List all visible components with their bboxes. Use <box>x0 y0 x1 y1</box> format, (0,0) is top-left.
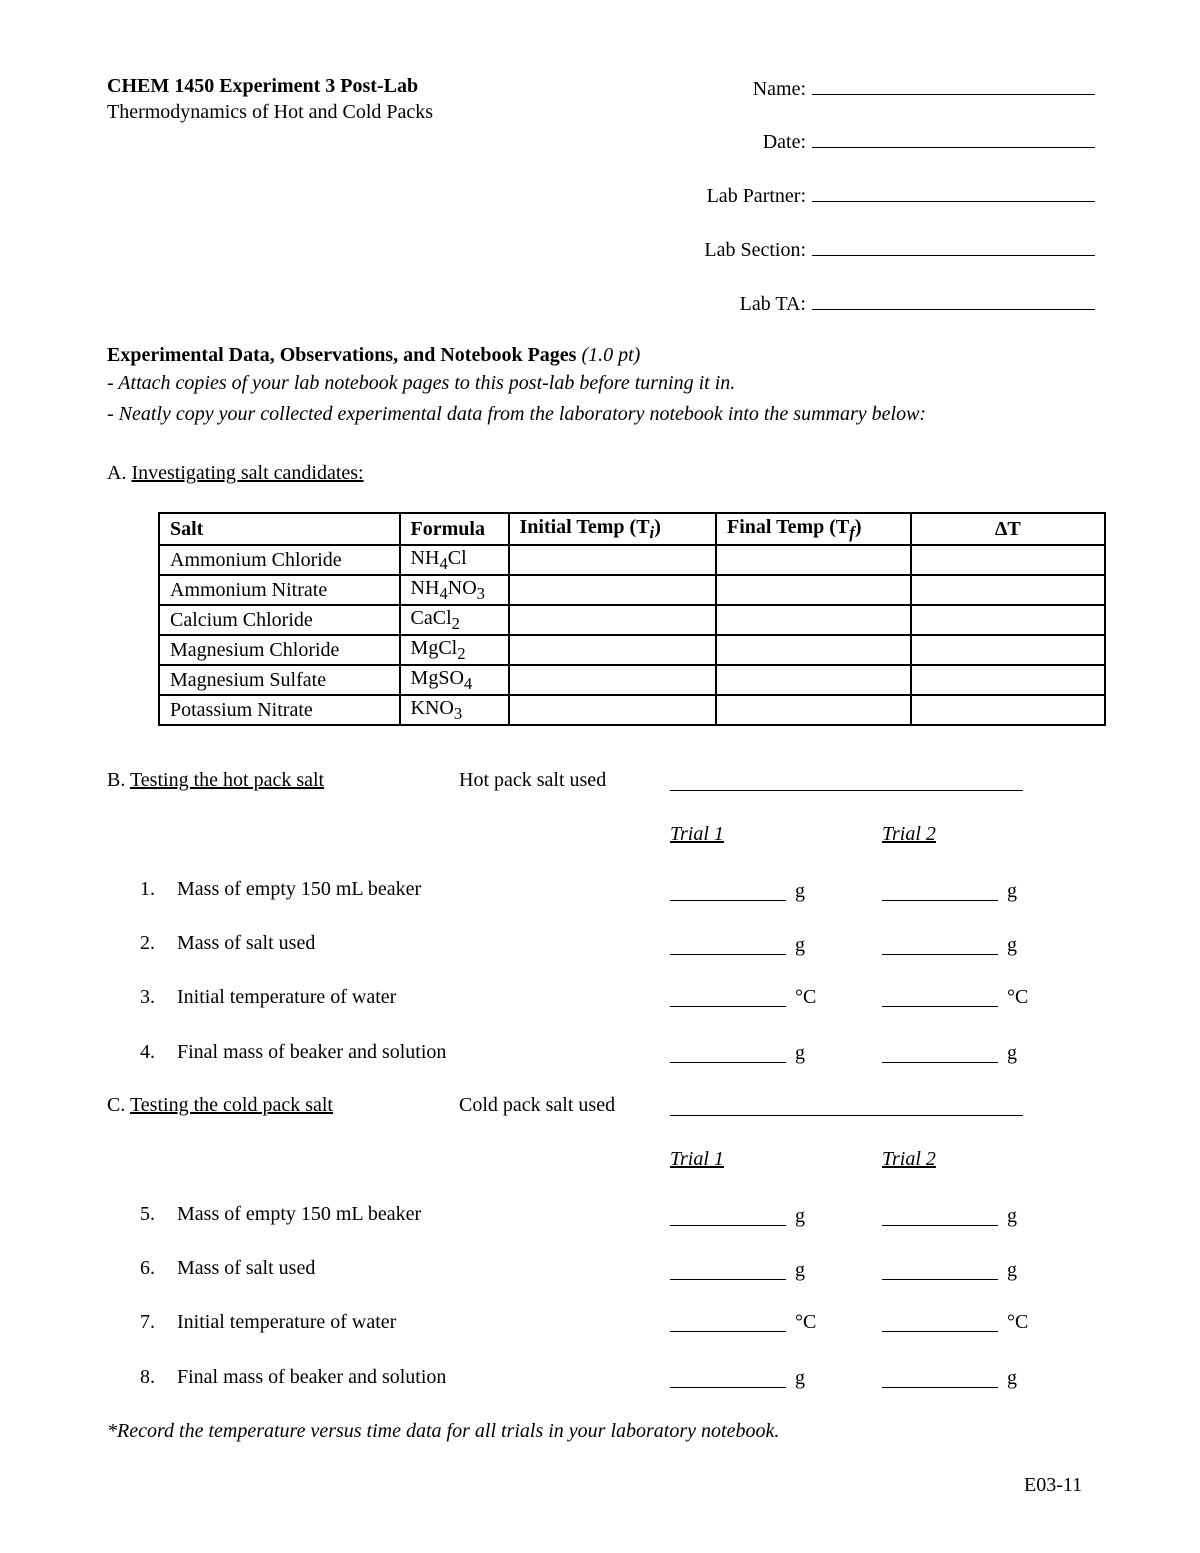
col-header-formula: Formula <box>400 513 509 545</box>
formula-subscript: 3 <box>453 703 463 723</box>
final-temp-sub: f <box>849 522 855 542</box>
final-temp-cell[interactable] <box>716 545 911 575</box>
trial-1-unit: g <box>795 1259 805 1281</box>
trial-2-blank[interactable] <box>882 936 998 955</box>
trial-1-unit: g <box>795 934 805 956</box>
item-number: 1. <box>140 878 155 900</box>
final-temp-close: ) <box>854 515 862 538</box>
col-header-final-temp <box>716 513 911 545</box>
salt-candidates-table <box>158 512 1106 726</box>
formula-subscript: 4 <box>439 583 448 603</box>
delta-t-cell[interactable] <box>911 575 1105 605</box>
salt-name: Ammonium Nitrate <box>159 575 400 605</box>
trial-2-unit: g <box>1007 1367 1017 1389</box>
date-label: Date: <box>762 131 806 153</box>
final-temp-cell[interactable] <box>716 695 911 725</box>
table-row <box>159 605 1105 635</box>
item-label: Mass of salt used <box>177 1257 316 1279</box>
trial-1-blank[interactable] <box>670 1313 786 1332</box>
item-number: 8. <box>140 1366 155 1388</box>
item-number: 2. <box>140 932 155 954</box>
trial-1-unit: g <box>795 1042 805 1064</box>
trial-2-unit: °C <box>1007 1311 1029 1333</box>
instruction-attach: - Attach copies of your lab notebook pages to this post-lab before turning it in. <box>107 372 736 394</box>
trial-1-blank[interactable] <box>670 936 786 955</box>
table-row <box>159 545 1105 575</box>
col-header-salt: Salt <box>159 513 400 545</box>
formula-part: MgSO <box>410 666 464 689</box>
salt-name: Calcium Chloride <box>159 605 400 635</box>
salt-name: Ammonium Chloride <box>159 545 400 575</box>
initial-temp-sub: i <box>649 522 655 542</box>
table-row <box>159 575 1105 605</box>
formula-part: NH <box>410 576 440 599</box>
trial-2-blank[interactable] <box>882 988 998 1007</box>
trial-1-unit: g <box>795 880 805 902</box>
delta-t-cell[interactable] <box>911 545 1105 575</box>
item-label: Final mass of beaker and solution <box>177 1366 447 1388</box>
trial-1-blank[interactable] <box>670 882 786 901</box>
trial-2-blank[interactable] <box>882 1313 998 1332</box>
salt-formula <box>400 545 509 575</box>
section-b-letter: B. <box>107 769 126 791</box>
date-field[interactable] <box>560 129 1095 154</box>
final-temp-cell[interactable] <box>716 575 911 605</box>
col-header-initial-temp <box>509 513 717 545</box>
trial-2-blank[interactable] <box>882 1261 998 1280</box>
section-c-trial-1-header: Trial 1 <box>670 1148 724 1170</box>
item-label: Final mass of beaker and solution <box>177 1041 447 1063</box>
item-label: Mass of empty 150 mL beaker <box>177 1203 422 1225</box>
name-label: Name: <box>752 78 806 100</box>
trial-2-blank[interactable] <box>882 1044 998 1063</box>
lab-partner-blank[interactable] <box>812 183 1095 202</box>
data-heading <box>107 344 640 367</box>
trial-1-unit: g <box>795 1367 805 1389</box>
salt-formula <box>400 665 509 695</box>
formula-part: NH <box>410 546 440 569</box>
delta-t-cell[interactable] <box>911 635 1105 665</box>
lab-ta-label: Lab TA: <box>739 293 806 315</box>
section-b-title: Testing the hot pack salt <box>129 769 325 791</box>
initial-temp-cell[interactable] <box>509 665 717 695</box>
salt-name: Magnesium Sulfate <box>159 665 400 695</box>
trial-2-unit: g <box>1007 934 1017 956</box>
table-row <box>159 665 1105 695</box>
trial-1-unit: °C <box>795 986 817 1008</box>
final-temp-cell[interactable] <box>716 665 911 695</box>
instruction-copy: - Neatly copy your collected experimental data from the laboratory notebook into the summary below: <box>107 403 927 425</box>
final-temp-cell[interactable] <box>716 635 911 665</box>
section-c-trial-2-header: Trial 2 <box>882 1148 936 1170</box>
date-blank[interactable] <box>812 129 1095 148</box>
salt-formula <box>400 575 509 605</box>
initial-temp-text: Initial Temp (T <box>519 515 650 538</box>
section-b-heading <box>107 769 324 792</box>
initial-temp-cell[interactable] <box>509 635 717 665</box>
trial-1-blank[interactable] <box>670 988 786 1007</box>
trial-1-blank[interactable] <box>670 1207 786 1226</box>
formula-part: MgCl <box>410 636 458 659</box>
trial-2-unit: °C <box>1007 986 1029 1008</box>
footer-note: *Record the temperature versus time data for all trials in your laboratory notebook. <box>107 1420 780 1442</box>
item-label: Initial temperature of water <box>177 1311 397 1333</box>
initial-temp-close: ) <box>654 515 661 538</box>
initial-temp-cell[interactable] <box>509 575 717 605</box>
item-number: 3. <box>140 986 155 1008</box>
hot-pack-salt-blank[interactable] <box>670 772 1023 791</box>
item-number: 6. <box>140 1257 155 1279</box>
cold-pack-salt-blank[interactable] <box>670 1097 1023 1116</box>
initial-temp-cell[interactable] <box>509 695 717 725</box>
trial-1-blank[interactable] <box>670 1261 786 1280</box>
initial-temp-cell[interactable] <box>509 605 717 635</box>
salt-formula <box>400 605 509 635</box>
lab-section-blank[interactable] <box>812 237 1095 256</box>
final-temp-text: Final Temp (T <box>727 515 850 538</box>
item-number: 4. <box>140 1041 155 1063</box>
item-number: 7. <box>140 1311 155 1333</box>
trial-1-blank[interactable] <box>670 1369 786 1388</box>
formula-subscript: 4 <box>463 673 473 693</box>
delta-t-cell[interactable] <box>911 605 1105 635</box>
trial-1-unit: °C <box>795 1311 817 1333</box>
cold-pack-salt-label: Cold pack salt used <box>459 1094 616 1116</box>
hot-pack-salt-label: Hot pack salt used <box>459 769 607 791</box>
table-header-row <box>159 513 1105 545</box>
trial-2-blank[interactable] <box>882 1207 998 1226</box>
delta-t-cell[interactable] <box>911 695 1105 725</box>
salt-name: Magnesium Chloride <box>159 635 400 665</box>
table-row <box>159 695 1105 725</box>
formula-subscript: 2 <box>451 613 460 633</box>
formula-part: CaCl <box>410 606 452 629</box>
section-c-heading <box>107 1094 333 1117</box>
trial-1-unit: g <box>795 1205 805 1227</box>
section-c-title: Testing the cold pack salt <box>129 1094 333 1116</box>
document-subtitle: Thermodynamics of Hot and Cold Packs <box>107 101 434 123</box>
item-label: Mass of empty 150 mL beaker <box>177 878 422 900</box>
formula-subscript: 3 <box>476 583 485 603</box>
lab-partner-field[interactable] <box>560 183 1095 208</box>
section-c-letter: C. <box>107 1094 126 1116</box>
item-label: Mass of salt used <box>177 932 316 954</box>
salt-name: Potassium Nitrate <box>159 695 400 725</box>
document-title: CHEM 1450 Experiment 3 Post-Lab <box>107 75 419 97</box>
table-row <box>159 635 1105 665</box>
lab-ta-field[interactable] <box>560 291 1095 316</box>
page-number: E03-11 <box>1024 1474 1083 1496</box>
lab-section-field[interactable] <box>560 237 1095 262</box>
section-a-heading <box>107 462 364 485</box>
salt-formula <box>400 695 509 725</box>
section-a-title: Investigating salt candidates: <box>131 462 364 484</box>
trial-2-blank[interactable] <box>882 1369 998 1388</box>
col-header-delta-t: ΔT <box>911 513 1105 545</box>
initial-temp-cell[interactable] <box>509 545 717 575</box>
trial-2-blank[interactable] <box>882 882 998 901</box>
name-blank[interactable] <box>812 76 1095 95</box>
data-heading-points: (1.0 pt) <box>581 344 641 366</box>
lab-partner-label: Lab Partner: <box>706 185 806 207</box>
formula-part: KNO <box>410 696 454 719</box>
formula-part: NO <box>447 576 477 599</box>
name-field[interactable] <box>560 76 1095 101</box>
section-b-trial-2-header: Trial 2 <box>882 823 936 845</box>
formula-subscript: 4 <box>439 553 448 573</box>
trial-2-unit: g <box>1007 1205 1017 1227</box>
section-a-letter: A. <box>107 462 127 484</box>
item-label: Initial temperature of water <box>177 986 397 1008</box>
formula-part: Cl <box>447 546 467 569</box>
salt-formula <box>400 635 509 665</box>
delta-t-cell[interactable] <box>911 665 1105 695</box>
item-number: 5. <box>140 1203 155 1225</box>
final-temp-cell[interactable] <box>716 605 911 635</box>
lab-section-label: Lab Section: <box>704 239 806 261</box>
section-b-trial-1-header: Trial 1 <box>670 823 724 845</box>
lab-ta-blank[interactable] <box>812 291 1095 310</box>
trial-2-unit: g <box>1007 1259 1017 1281</box>
trial-2-unit: g <box>1007 880 1017 902</box>
data-heading-text: Experimental Data, Observations, and Notebook Pages <box>107 344 577 366</box>
trial-1-blank[interactable] <box>670 1044 786 1063</box>
formula-subscript: 2 <box>457 643 466 663</box>
trial-2-unit: g <box>1007 1042 1017 1064</box>
